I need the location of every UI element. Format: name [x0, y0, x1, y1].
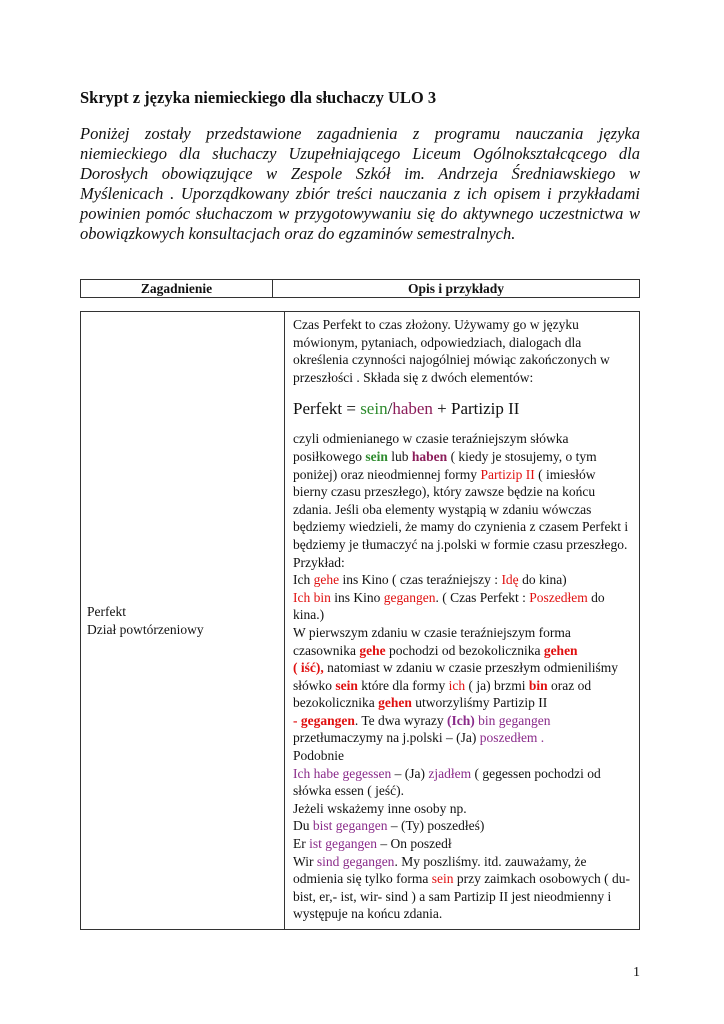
topic-name: Perfekt	[87, 603, 126, 619]
text: Er	[293, 836, 310, 852]
podobnie-label: Podobnie	[293, 748, 345, 764]
sein-word: sein	[431, 871, 454, 887]
example-heading: Przykład:	[293, 554, 345, 570]
formula-partizip: + Partizip II	[432, 399, 520, 419]
text: oraz od bezokolicznika	[293, 677, 592, 711]
text: do kina.)	[293, 589, 605, 623]
translation-highlight: ( iść),	[293, 660, 324, 676]
verb-highlight: sein	[335, 677, 358, 693]
text: – On poszedł	[376, 836, 452, 852]
text: natomiast w zdaniu w czasie przeszłym odmieniliśmy słówko	[293, 660, 619, 693]
text: ( gegessen pochodzi od słówka essen ( jeść).	[293, 765, 601, 799]
text: – (Ty) poszedłeś)	[387, 818, 485, 834]
text: ins Kino ( czas teraźniejszy :	[339, 572, 502, 588]
example-du	[293, 817, 631, 835]
text: . Te dwa wyrazy	[354, 712, 448, 728]
perfekt-formula	[293, 398, 631, 420]
header-table	[80, 279, 640, 298]
example-wir	[293, 853, 631, 923]
verb-highlight: bin	[528, 677, 548, 693]
text: utworzyliśmy Partizip II	[411, 695, 548, 711]
text: Ich	[293, 572, 314, 588]
pronoun-highlight: (Ich)	[447, 712, 475, 728]
verb-highlight: gehen	[543, 642, 578, 658]
verb-highlight: Ich bin	[293, 589, 331, 605]
verb-highlight: gehe	[359, 642, 386, 658]
haben-word: haben	[411, 448, 448, 464]
text: . ( Czas Perfekt :	[435, 589, 530, 605]
text: pochodzi od bezokolicznika	[385, 642, 544, 658]
text: czyli odmienianego w czasie teraźniejszym słówka posiłkowego	[293, 431, 569, 464]
example-essen	[293, 765, 631, 800]
text: ( imiesłów bierny czasu przeszłego), który zawsze będzie na końcu zdania. Jeśli oba elementy wystąpią w zdaniu wówczas będziemy wiedzieli, że mamy do czynienia z czasem Perfekt i będziemy je tłumaczyć na j.polski w formie czasu przeszłego.	[293, 466, 629, 552]
translation-highlight: Poszedłem	[529, 589, 588, 605]
other-persons-intro: Jeżeli wskażemy inne osoby np.	[293, 800, 467, 816]
topic-cell	[81, 312, 285, 930]
text: . My poszliśmy. itd. zauważamy, że odmienia się tylko forma	[293, 853, 587, 887]
analysis-paragraph	[293, 624, 631, 747]
translation-highlight: zjadłem	[428, 765, 472, 781]
pronoun-highlight: ich	[448, 677, 466, 693]
phrase-highlight: bist gegangen	[312, 818, 388, 834]
formula-haben: haben	[392, 399, 433, 419]
document-title: Skrypt z języka niemieckiego dla słuchaczy ULO 3	[80, 88, 437, 107]
topic-section: Dział powtórzeniowy	[87, 621, 204, 637]
sein-word: sein	[365, 448, 388, 464]
example-present	[293, 571, 631, 589]
verb-highlight: gehe	[313, 572, 340, 588]
text: ( kiedy je stosujemy, o tym poniżej) oraz nieodmiennej formy	[293, 448, 597, 482]
translation-highlight: Idę	[501, 572, 519, 588]
translation-highlight: poszedłem .	[479, 730, 545, 746]
text: lub	[387, 448, 412, 464]
page-number: 1	[633, 965, 640, 980]
text: przy zaimkach osobowych ( du- bist, er,- ist, wir- sind ) a sam Partizip II jest nieodmienny i występuje na końcu zdania.	[293, 871, 631, 922]
formula-slash: /	[387, 399, 393, 419]
text: do kina)	[518, 572, 567, 588]
phrase-highlight: bin gegangen	[474, 712, 551, 728]
explanation-paragraph	[293, 430, 631, 553]
text: ins Kino	[330, 589, 384, 605]
intro-text: Czas Perfekt to czas złożony. Używamy go w języku mówionym, pytaniach, odpowiedziach, dialogach dla określenia czynności najogólniej mówiąc zakończonych w przeszłości . Składa się z dwóch elementów:	[293, 317, 610, 385]
header-description: Opis i przykłady	[273, 280, 640, 298]
text: które dla formy	[357, 677, 449, 693]
text: Wir	[293, 853, 317, 869]
partizip-highlight: - gegangen	[293, 712, 355, 728]
phrase-highlight: ist gegangen	[309, 836, 377, 852]
text: – (Ja)	[391, 765, 429, 781]
formula-sein: sein	[360, 399, 388, 419]
content-table	[80, 311, 640, 930]
text: Du	[293, 818, 313, 834]
text: ( ja) brzmi	[465, 677, 529, 693]
text: przetłumaczymy na j.polski – (Ja)	[293, 730, 480, 746]
phrase-highlight: sind gegangen	[316, 853, 395, 869]
formula-perfekt: Perfekt =	[293, 399, 361, 419]
example-er	[293, 835, 631, 853]
partizip-term: Partizip II	[480, 466, 535, 482]
partizip-highlight: gegangen	[383, 589, 436, 605]
phrase-highlight: Ich habe gegessen	[293, 765, 392, 781]
intro-paragraph: Poniżej zostały przedstawione zagadnienia z programu nauczania języka niemieckiego dla słuchaczy Uzupełniającego Liceum Ogólnokształcącego dla Dorosłych obowiązujące w Zespole Szkół im. Andrzeja Średniawskiego w Myślenicach . Uporządkowany zbiór treści nauczania z ich opisem i przykładami powinien pomóc słuchaczom w przygotowywaniu się do aktywnego uczestnictwa w obowiązkowych konsultacjach oraz do egzaminów semestralnych.	[80, 124, 640, 243]
header-topic: Zagadnienie	[81, 280, 273, 298]
verb-highlight: gehen	[378, 695, 412, 711]
description-cell	[285, 312, 640, 930]
example-perfekt	[293, 589, 631, 624]
text: W pierwszym zdaniu w czasie teraźniejszym forma czasownika	[293, 624, 571, 658]
